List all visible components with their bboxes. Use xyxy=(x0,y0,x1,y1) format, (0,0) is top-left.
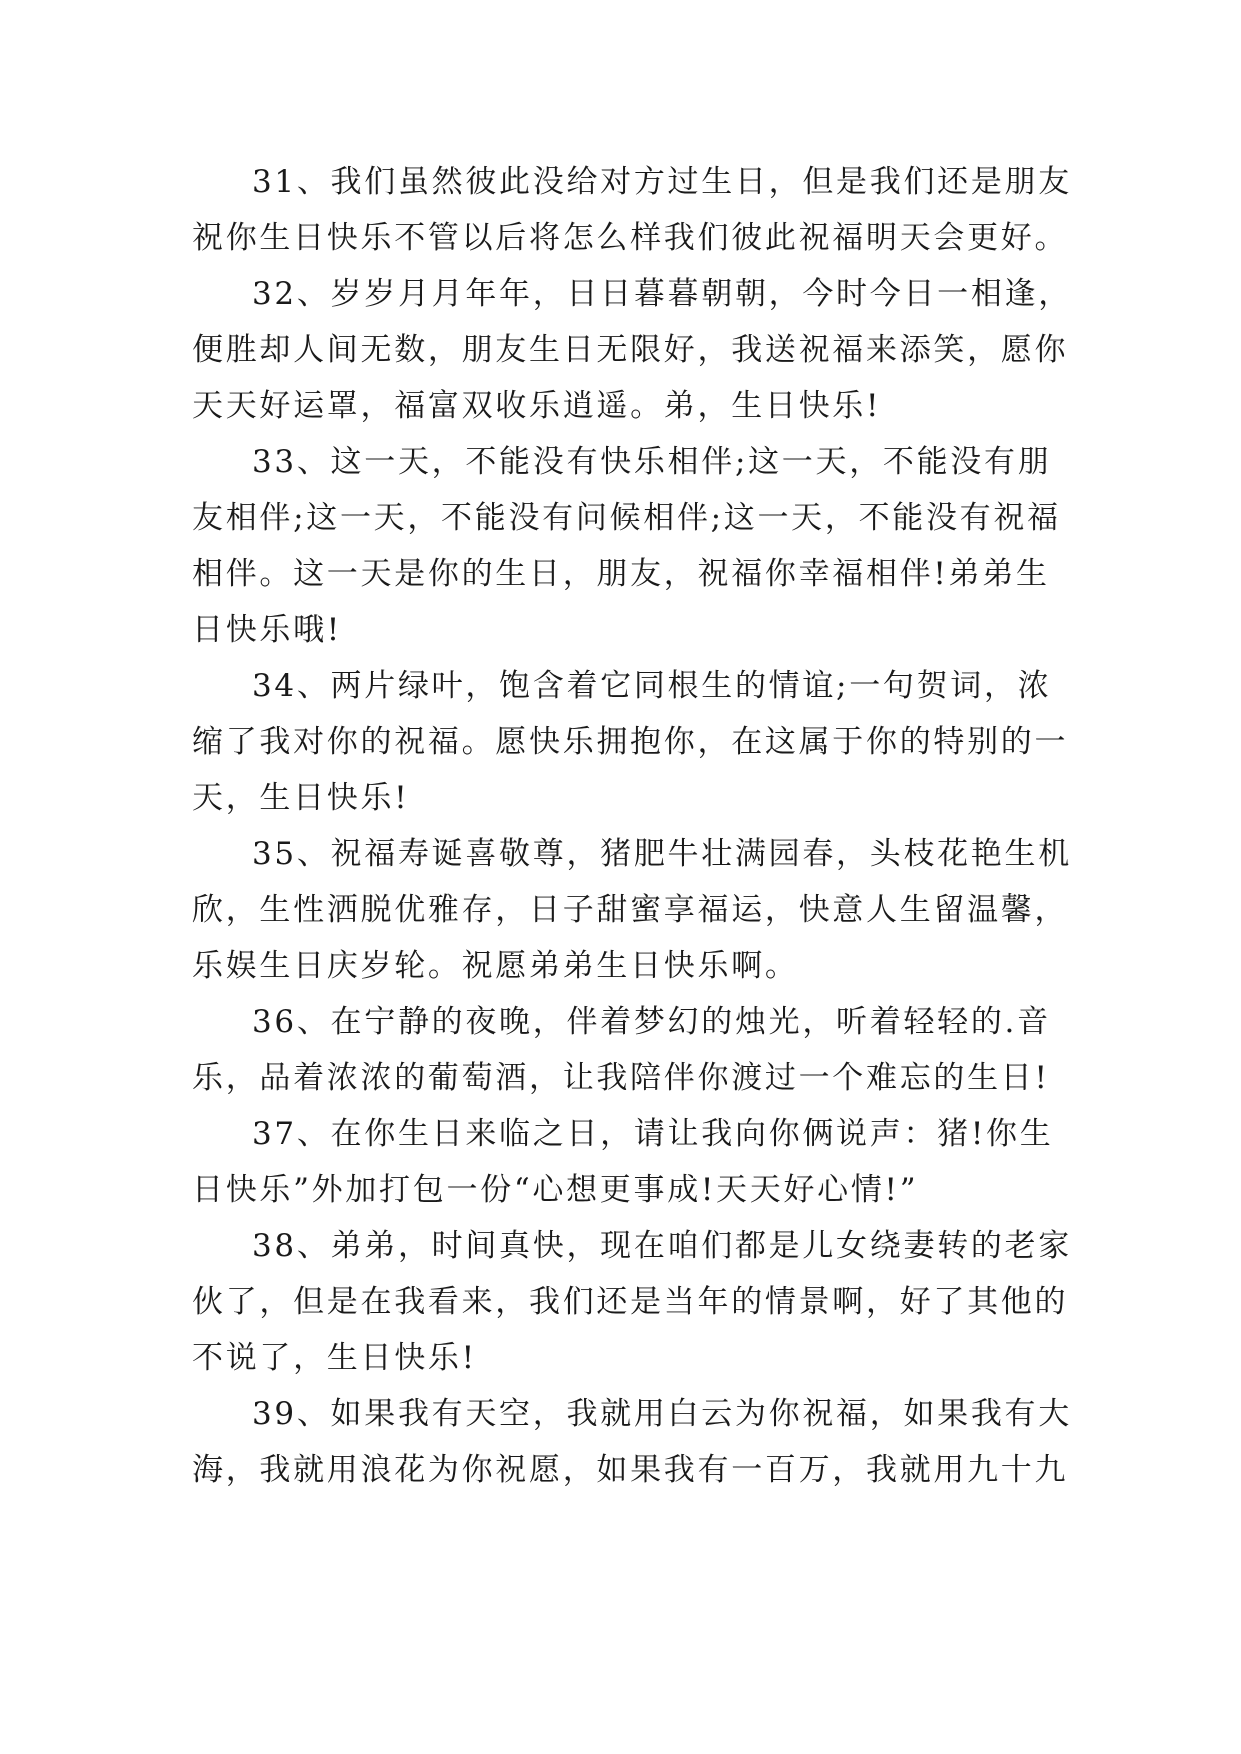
text-line: 天，生日快乐! xyxy=(192,780,410,816)
text-line: 37、在你生日来临之日，请让我向你俩说声：猪!你生 xyxy=(252,1116,1054,1152)
text-line: 36、在宁静的夜晚，伴着梦幻的烛光，听着轻轻的.音 xyxy=(252,1004,1051,1040)
text-line: 天天好运罩，福富双收乐逍遥。弟，生日快乐! xyxy=(192,388,882,424)
text-line: 祝你生日快乐不管以后将怎么样我们彼此祝福明天会更好。 xyxy=(192,220,1069,256)
text-line: 海，我就用浪花为你祝愿，如果我有一百万，我就用九十九 xyxy=(192,1452,1069,1488)
text-line: 35、祝福寿诞喜敬尊，猪肥牛壮满园春，头枝花艳生机 xyxy=(252,836,1072,872)
text-line: 32、岁岁月月年年，日日暮暮朝朝，今时今日一相逢， xyxy=(252,276,1072,312)
text-line: 33、这一天，不能没有快乐相伴;这一天，不能没有朋 xyxy=(252,444,1052,480)
text-line: 日快乐”外加打包一份“心想更事成!天天好心情!” xyxy=(192,1172,919,1208)
text-line: 乐娱生日庆岁轮。祝愿弟弟生日快乐啊。 xyxy=(192,948,799,984)
text-line: 欣，生性洒脱优雅存，日子甜蜜享福运，快意人生留温馨， xyxy=(192,892,1069,928)
text-line: 31、我们虽然彼此没给对方过生日，但是我们还是朋友 xyxy=(252,164,1072,200)
text-line: 38、弟弟，时间真快，现在咱们都是儿女绕妻转的老家 xyxy=(252,1228,1072,1264)
text-line: 相伴。这一天是你的生日，朋友，祝福你幸福相伴!弟弟生 xyxy=(192,556,1050,592)
text-line: 缩了我对你的祝福。愿快乐拥抱你，在这属于你的特别的一 xyxy=(192,724,1069,760)
text-line: 乐，品着浓浓的葡萄酒，让我陪伴你渡过一个难忘的生日! xyxy=(192,1060,1050,1096)
text-line: 伙了，但是在我看来，我们还是当年的情景啊，好了其他的 xyxy=(192,1284,1069,1320)
text-line: 不说了，生日快乐! xyxy=(192,1340,477,1376)
text-line: 34、两片绿叶，饱含着它同根生的情谊;一句贺词，浓 xyxy=(252,668,1052,704)
text-line: 便胜却人间无数，朋友生日无限好，我送祝福来添笑，愿你 xyxy=(192,332,1069,368)
text-line: 39、如果我有天空，我就用白云为你祝福，如果我有大 xyxy=(252,1396,1072,1432)
text-line: 友相伴;这一天，不能没有问候相伴;这一天，不能没有祝福 xyxy=(192,500,1061,536)
text-line: 日快乐哦! xyxy=(192,612,342,648)
